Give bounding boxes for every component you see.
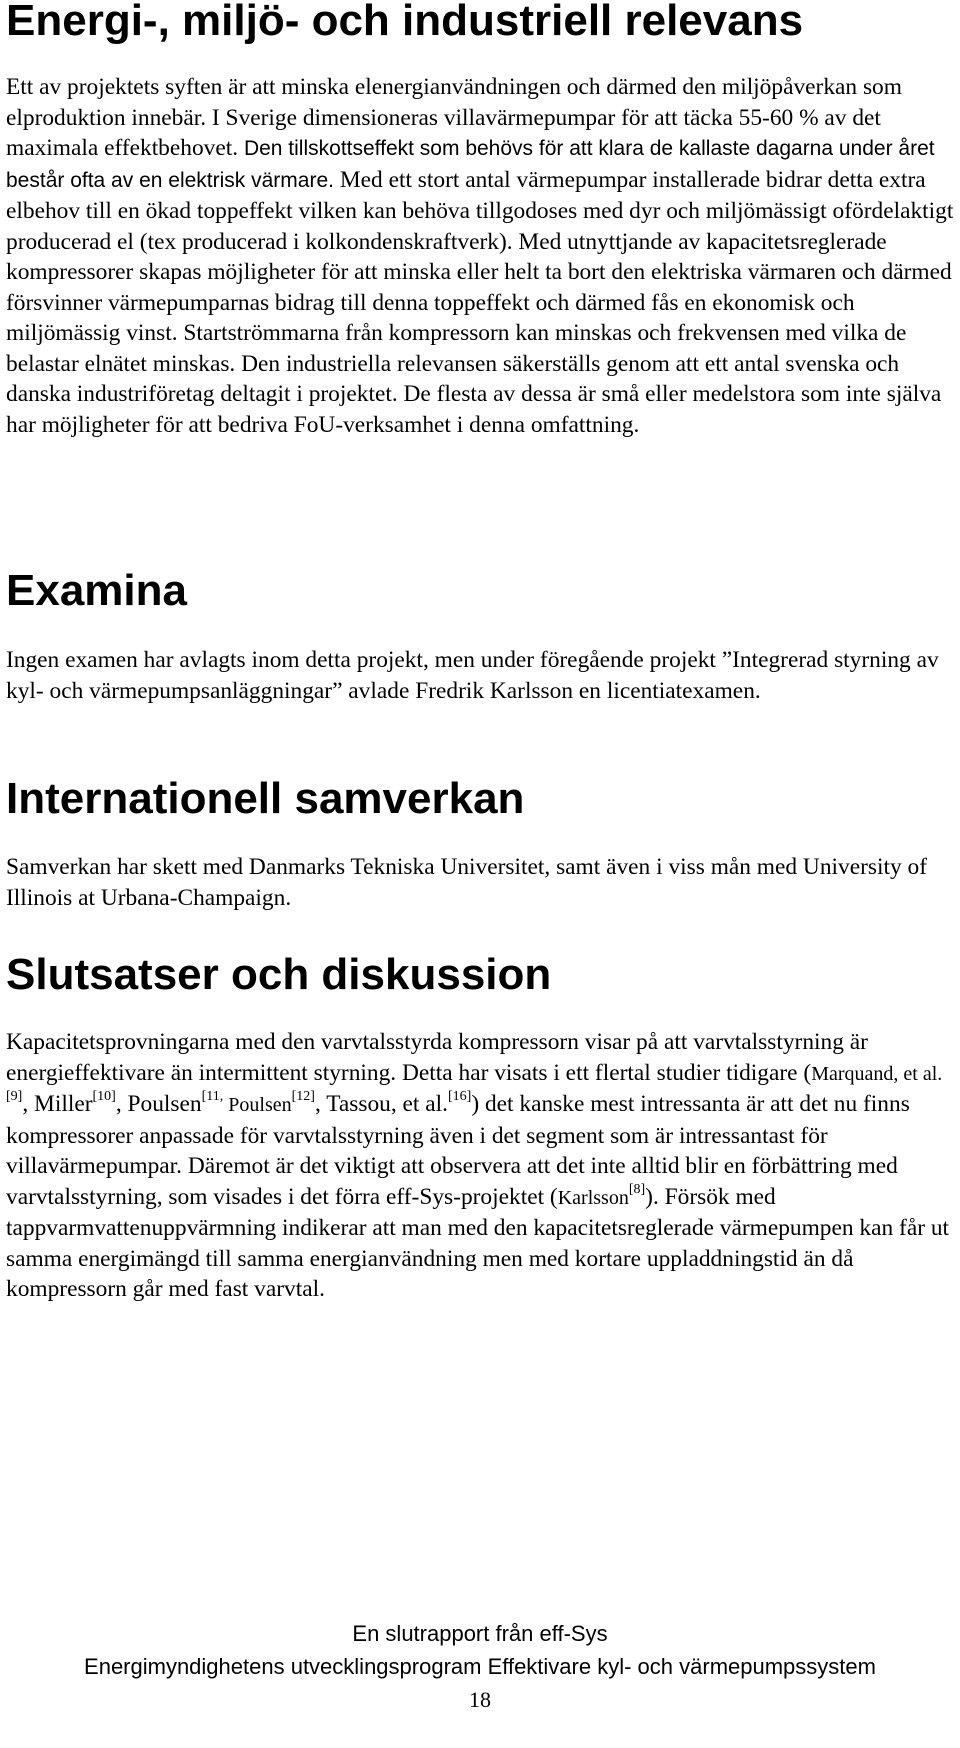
heading-energi-miljo-industriell-relevans: Energi-, miljö- och industriell relevans bbox=[6, 0, 804, 45]
reference-9: [9] bbox=[6, 1089, 23, 1105]
energi-text-2: Den tillskottseffekt som behövs för att klara de kallaste dagarna under året består ofta av en elektrisk värmare. bbox=[6, 137, 935, 192]
slut-sep-2: , bbox=[115, 1091, 128, 1117]
citation-miller: Miller bbox=[34, 1091, 93, 1117]
page-number: 18 bbox=[469, 1687, 491, 1712]
slut-text-3: ). Försök med tappvarmvattenuppvärmning indikerar att man med den kapacitetsreglerade värmepumpen kan får ut samma energimängd till samma energianvändning men med kortare uppladdningstid än då kompressorn går med fast varvtal. bbox=[6, 1183, 950, 1302]
reference-12: [12] bbox=[291, 1089, 315, 1105]
slut-sep-1: , bbox=[22, 1091, 35, 1117]
energi-text-3: Med ett stort antal värmepumpar installerade bidrar detta extra elbehov till en ökad toppeffekt vilken kan behöva tillgodoses med dyr och miljömässigt ofördelaktigt producerad el (tex producerad i kolkondenskraftverk). Med utnyttjande av kapacitetsreglerade kompressorer skapas möjligheter för att minska eller helt ta bort den elektriska värmaren och därmed försvinner värmepumparnas bidrag till denna toppeffekt och därmed fås en ekonomisk och miljömässig vinst. Startströmmarna från kompressorn kan minskas och frekvensen med vilka de belastar elnätet minskas. Den industriella relevansen säkerställs genom att ett antal svenska och danska industriföretag deltagit i projektet. De flesta av dessa är små eller medelstora som inte själva har möjligheter för att bedriva FoU-verksamhet i denna omfattning. bbox=[6, 166, 954, 438]
paragraph-internationell-samverkan: Samverkan har skett med Danmarks Tekniska Universitet, samt även i viss mån med University of Illinois at Urbana-Champaign. bbox=[6, 854, 928, 911]
slut-text-2: ) det kanske mest intressanta är att det nu finns kompressorer anpassade för varvtalsstyrning även i det segment som är intressantast för villavärmepumpar. Däremot är det viktigt att observera att det inte alltid blir en förbättring med varvtalsstyrning, som visades i det förra eff-Sys-projektet ( bbox=[6, 1091, 910, 1210]
paragraph-examina: Ingen examen har avlagts inom detta projekt, men under föregående projekt ”Integrerad styrning av kyl- och värmepumpsanläggningar” avlade Fredrik Karlsson en licentiatexamen. bbox=[6, 647, 939, 704]
heading-slutsatser-och-diskussion: Slutsatser och diskussion bbox=[6, 950, 552, 999]
reference-8: [8] bbox=[628, 1181, 646, 1197]
citation-marquand: Marquand, et al. bbox=[811, 1062, 943, 1085]
reference-10: [10] bbox=[92, 1089, 116, 1105]
citation-poulsen-2: Poulsen bbox=[223, 1094, 292, 1116]
slut-sep-3: , bbox=[314, 1091, 327, 1117]
reference-16: [16] bbox=[448, 1089, 472, 1105]
slut-text-1: Kapacitetsprovningarna med den varvtalsstyrda kompressorn visar på att varvtalsstyrning är energieffektivare än intermittent styrning. Detta har visats i ett flertal studier tidigare ( bbox=[6, 1029, 868, 1086]
citation-karlsson: Karlsson bbox=[557, 1186, 629, 1209]
citation-tassou: Tassou, et al. bbox=[326, 1091, 449, 1117]
footer-report-title: En slutrapport från eff-Sys bbox=[352, 1621, 608, 1646]
energi-text-1: Ett av projektets syften är att minska elenergianvändningen och därmed den miljöpåverkan som elproduktion innebär. I Sverige dimensioneras villavärmepumpar för att täcka 55-60 % av det maximala effektbehovet. bbox=[6, 74, 902, 161]
citation-poulsen-1: Poulsen bbox=[127, 1091, 202, 1117]
paragraph-slutsatser bbox=[6, 1027, 954, 1305]
paragraph-energi bbox=[6, 72, 954, 440]
footer-program-name: Energimyndighetens utvecklingsprogram Effektivare kyl- och värmepumpssystem bbox=[84, 1654, 876, 1679]
heading-examina: Examina bbox=[6, 566, 187, 615]
reference-11: [11, bbox=[201, 1089, 224, 1105]
heading-internationell-samverkan: Internationell samverkan bbox=[6, 774, 525, 823]
